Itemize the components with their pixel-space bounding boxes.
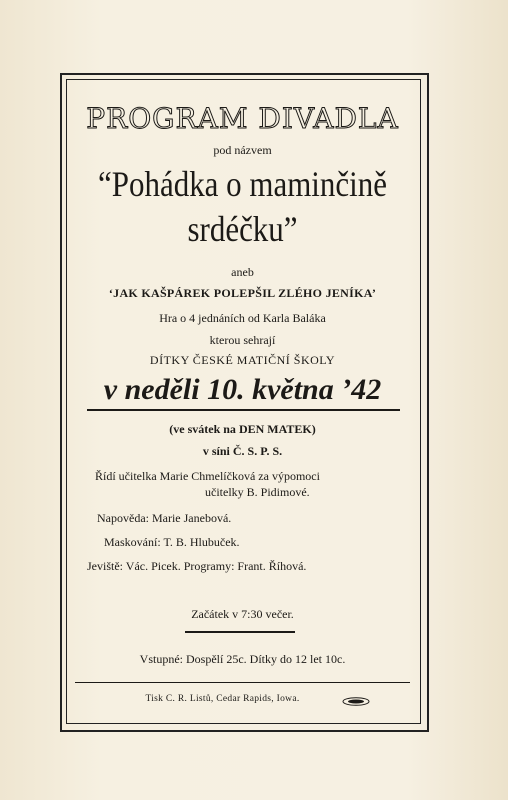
play-title-line-1: “Pohádka o maminčině <box>98 164 387 204</box>
prompter-line: Napověda: Marie Janebová. <box>97 511 232 525</box>
printer-line: Tisk C. R. Listů, Cedar Rapids, Iowa. <box>145 694 300 704</box>
date-underline <box>87 409 400 411</box>
performers: DÍTKY ČESKÉ MATIČNÍ ŠKOLY <box>149 353 336 367</box>
admission-line: Vstupné: Dospělí 25c. Dítky do 12 let 10c. <box>139 652 346 666</box>
occasion-suffix: ) <box>311 422 316 436</box>
union-label-icon <box>342 697 370 706</box>
occasion-line <box>67 422 418 437</box>
program-content <box>67 80 418 720</box>
play-title-line-2: srdéčku” <box>187 209 298 249</box>
makeup-line: Maskování: T. B. Hlubuček. <box>104 535 240 549</box>
occasion-prefix: (ve svátek na <box>169 422 239 436</box>
footer-rule <box>75 682 410 683</box>
pod-nazvem-text: pod názvem <box>213 143 272 157</box>
occasion-name: DEN MATEK <box>238 422 312 436</box>
performance-date: v neděli 10. května ’42 <box>103 373 382 406</box>
venue: v síni Č. S. P. S. <box>202 444 283 458</box>
director-line-2: učitelky B. Pidimové. <box>205 485 310 499</box>
play-subtitle: ‘JAK KAŠPÁREK POLEPŠIL ZLÉHO JENÍKA’ <box>108 286 377 300</box>
program-title: PROGRAM DIVADLA <box>86 102 399 135</box>
start-time-rule <box>185 631 295 633</box>
stage-programs-line: Jeviště: Vác. Picek. Programy: Frant. Říhová. <box>87 559 307 573</box>
director-line-1: Řídí učitelka Marie Chmelíčková za výpomoci <box>95 469 320 483</box>
start-time: Začátek v 7:30 večer. <box>191 607 294 621</box>
author-line: Hra o 4 jednáních od Karla Baláka <box>159 311 326 325</box>
aneb-text: aneb <box>231 265 254 279</box>
performers-intro: kterou sehrají <box>209 333 276 347</box>
